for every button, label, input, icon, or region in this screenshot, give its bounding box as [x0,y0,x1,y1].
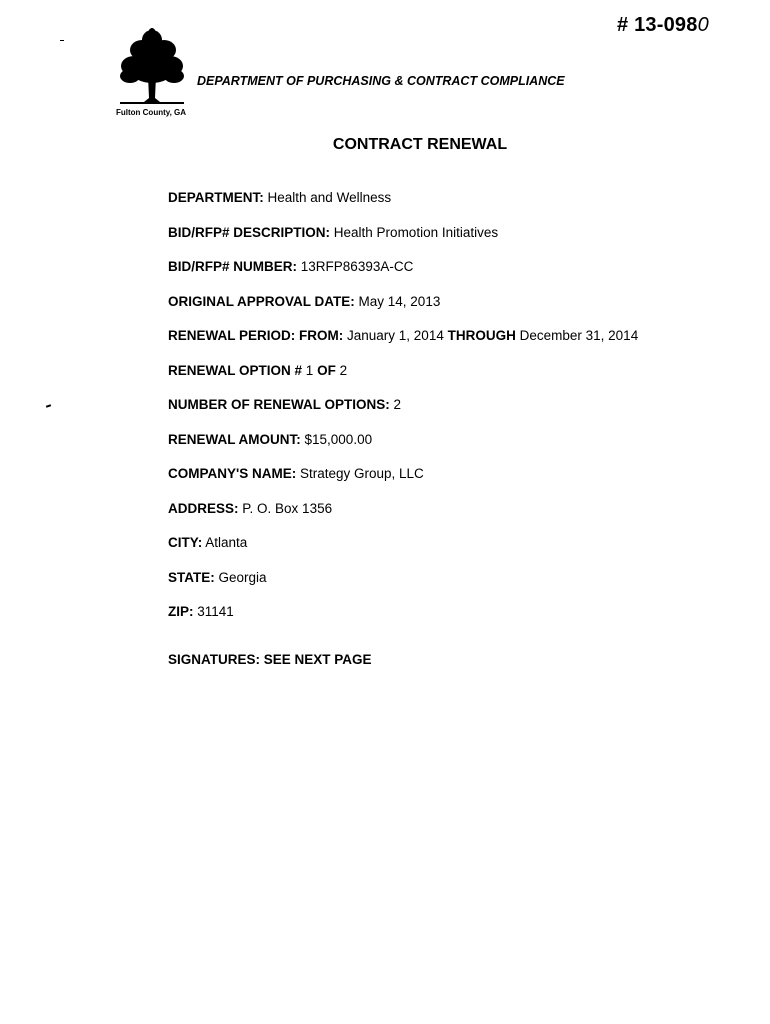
field-value: Health and Wellness [267,190,392,205]
field-label: RENEWAL AMOUNT: [168,431,301,447]
field-city [168,535,638,570]
field-value: P. O. Box 1356 [242,500,333,516]
field-label: COMPANY'S NAME: [168,466,297,481]
signatures-note [168,652,372,667]
field-label: NUMBER OF RENEWAL OPTIONS: [168,397,390,412]
field-zip [168,604,638,639]
field-value: 2 [393,397,402,412]
tree-icon [112,26,194,110]
field-department [168,190,638,225]
field-label: ORIGINAL APPROVAL DATE: [168,293,355,309]
field-bid-number [168,259,638,294]
field-value: Health Promotion Initiatives [333,224,499,240]
document-number [617,14,709,37]
document-number-text: # 13-098 [617,14,698,36]
signatures-value: SEE NEXT PAGE [263,652,372,667]
field-value: Strategy Group, LLC [299,466,424,481]
field-label: RENEWAL PERIOD: FROM: [168,328,344,343]
field-state [168,570,638,605]
field-label: BID/RFP# NUMBER: [168,259,298,274]
field-value: Atlanta [205,535,248,550]
field-value-to: December 31, 2014 [519,328,639,343]
field-renewal-options-count [168,397,638,432]
contract-fields [168,190,638,639]
field-through-label: THROUGH [447,328,516,343]
field-company-name [168,466,638,501]
field-value: Georgia [218,569,267,585]
field-description [168,225,638,260]
field-value: $15,000.00 [304,431,373,447]
field-label: STATE: [168,569,215,585]
document-number-handwritten-suffix: 0 [697,14,709,36]
scan-speck [46,404,51,408]
field-value: May 14, 2013 [358,293,441,309]
scan-speck [60,40,64,41]
field-label: DEPARTMENT: [168,190,264,205]
field-label: CITY: [168,535,203,550]
field-address [168,501,638,536]
field-value-total: 2 [339,362,348,378]
fulton-county-logo [112,26,194,120]
field-of-label: OF [317,362,336,378]
field-approval-date [168,294,638,329]
signatures-label: SIGNATURES: [168,652,261,667]
field-value: 31141 [197,604,234,619]
field-renewal-amount [168,432,638,467]
field-renewal-period [168,328,638,363]
field-label: ZIP: [168,604,194,619]
field-label: BID/RFP# DESCRIPTION: [168,224,331,240]
field-label: RENEWAL OPTION # [168,362,303,378]
department-header: DEPARTMENT OF PURCHASING & CONTRACT COMPLIANCE [197,74,565,88]
field-value: 13RFP86393A-CC [300,259,414,274]
field-value-from: January 1, 2014 [347,328,444,343]
field-value-current: 1 [305,362,314,378]
field-renewal-option [168,363,638,398]
page-title: CONTRACT RENEWAL [332,136,508,153]
logo-caption: Fulton County, GA [116,108,187,117]
field-label: ADDRESS: [168,500,239,516]
